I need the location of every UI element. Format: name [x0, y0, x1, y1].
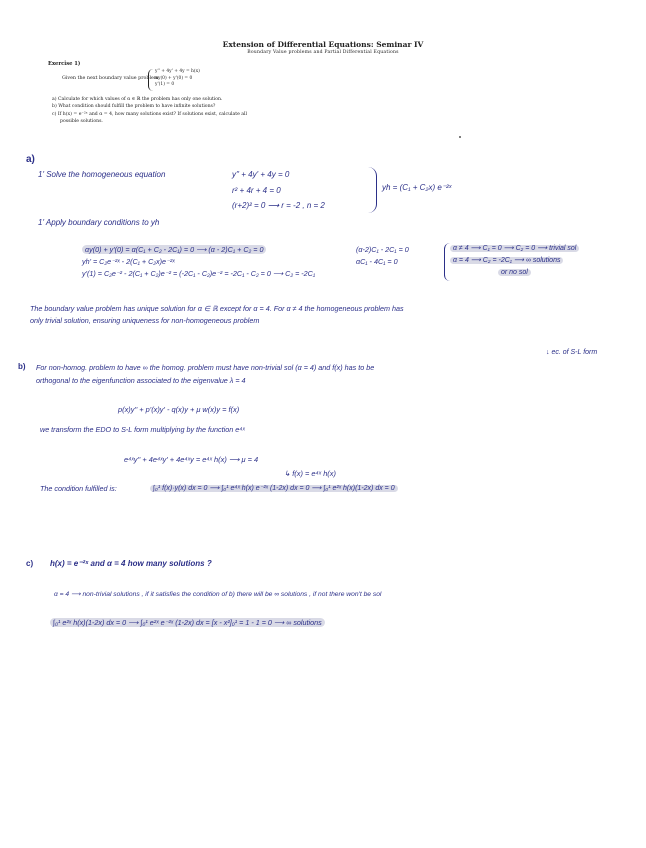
condition-label: The condition fulfilled is: [40, 484, 117, 493]
sl-form: p(x)y'' + p'(x)y' - q(x)y + μ w(x)y = f(x) [118, 405, 240, 414]
case-alpha-eq-4: α = 4 ⟶ C₂ = -2C₁ ⟶ ∞ solutions [450, 257, 563, 264]
part-a-label: a) [26, 154, 35, 165]
cases-list [450, 243, 579, 279]
bc1-text: αy(0) + y'(0) = α(C₁ + C₂ - 2C₁) = 0 ⟶ (α - 2)C₁ + C₂ = 0 [82, 245, 266, 254]
case-no-sol: or no sol [498, 269, 531, 276]
condition-expr: ∫₀¹ f(x)·y(x) dx = 0 ⟶ ∫₀¹ e⁴ˣ h(x) e⁻²ˣ (1-2x) dx = 0 ⟶ ∫₀¹ e²ˣ h(x)(1-2x) dx = 0 [150, 485, 398, 492]
part-c-title: h(x) = e⁻²ˣ and α = 4 how many solutions ? [50, 559, 212, 568]
transform-text: we transform the EDO to S-L form multiplying by the function e⁴ˣ [40, 425, 245, 434]
system-brace [148, 69, 153, 91]
bc-line-3b: αC₁ - 4C₁ = 0 [356, 257, 398, 266]
char-roots: (r+2)² = 0 ⟶ r = -2 , n = 2 [232, 201, 325, 210]
exercise-heading: Exercise 1) [48, 61, 81, 67]
multiplied-eq: e⁴ˣy'' + 4e⁴ˣy' + 4e⁴ˣy = e⁴ˣ h(x) ⟶ μ = 4 [124, 455, 259, 464]
system-eq-1: y'' + 4y' + 4y = h(x) [155, 69, 200, 74]
homog-eq: y'' + 4y' + 4y = 0 [232, 170, 290, 179]
part-b-note: ↓ ec. of S-L form [546, 349, 598, 356]
part-b-line-2: orthogonal to the eigenfunction associated to the eigenvalue λ = 4 [36, 376, 246, 385]
char-eq: r² + 4r + 4 = 0 [232, 186, 281, 195]
part-c-integral: ∫₀¹ e²ˣ h(x)(1-2x) dx = 0 ⟶ ∫₀¹ e²ˣ e⁻²ˣ (1-2x) dx = [x - x²]₀¹ = 1 - 1 = 0 ⟶ ∞ solutions [50, 618, 325, 627]
question-c: c) If h(x) = e⁻²ˣ and α = 4, how many solutions exist? If solutions exist, calculate all [52, 111, 247, 117]
question-list [52, 96, 247, 125]
system-equations [155, 69, 200, 89]
bc-line-1 [82, 245, 266, 254]
bc-line-1b: (α-2)C₁ - 2C₁ = 0 [356, 245, 409, 254]
part-b-label: b) [18, 362, 26, 371]
page-title: Extension of Differential Equations: Seminar IV [222, 40, 424, 49]
solution-brace [368, 167, 377, 213]
system-eq-3: y'(1) = 0 [155, 82, 175, 88]
homog-solution: yh = (C₁ + C₂x) e⁻²ˣ [382, 183, 452, 192]
part-c-line-2 [50, 618, 325, 627]
given-text: Given the next boundary value problem [62, 76, 159, 81]
bc-line-3: y'(1) = C₂e⁻² - 2(C₁ + C₂)e⁻² = (-2C₁ - C₂)e⁻² = -2C₁ - C₂ = 0 ⟶ C₂ = -2C₁ [82, 269, 316, 278]
question-c-cont: possible solutions. [60, 118, 103, 124]
question-b: b) What condition should fulfill the problem to have infinite solutions? [52, 104, 216, 110]
system-eq-2: αy(0) + y'(0) = 0 [155, 75, 193, 81]
part-a-conclusion-1: The boundary value problem has unique solution for α ∈ ℝ except for α = 4. For α ≠ 4 the homogeneous problem has [30, 304, 404, 313]
part-b-line-1: For non-homog. problem to have ∞ the homog. problem must have non-trivial sol (α = 4) and f(x) has to be [36, 363, 375, 372]
part-a-step1: 1' Solve the homogeneous equation [38, 170, 166, 179]
bc-line-2: yh' = C₂e⁻²ˣ - 2(C₁ + C₂x)e⁻²ˣ [82, 257, 175, 266]
part-c-line-1: α = 4 ⟶ non-trivial solutions , if it satisfies the condition of b) there will be ∞ solutions , if not there won't be sol [54, 591, 382, 598]
part-a-conclusion-2: only trivial solution, ensuring uniqueness for non-homogeneous problem [30, 316, 260, 325]
condition-text [150, 484, 398, 492]
f-of-x: ↳ f(x) = e⁴ˣ h(x) [284, 469, 336, 478]
question-a: a) Calculate for which values of α ∈ ℝ the problem has only one solution. [52, 97, 223, 102]
part-a-step2: 1' Apply boundary conditions to yh [38, 218, 160, 227]
stray-dot [459, 136, 461, 138]
page-subtitle: Boundary Value problems and Partial Differential Equations [247, 50, 399, 55]
case-alpha-neq-4: α ≠ 4 ⟶ C₁ = 0 ⟶ C₂ = 0 ⟶ trivial sol [450, 245, 579, 252]
part-c-label: c) [26, 559, 34, 568]
